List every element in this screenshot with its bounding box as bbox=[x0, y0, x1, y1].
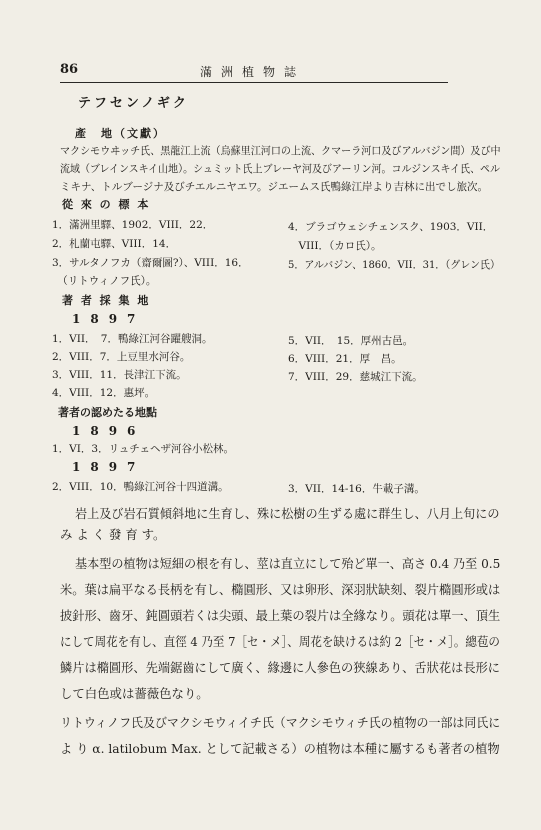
body-line: 鱗片は橢圓形、先端鋸齒にして廣く、緣邊に人參色の狹線あり、舌狀花は長形に bbox=[60, 660, 501, 675]
page-number: 86 bbox=[60, 62, 79, 77]
body-line: して白色或は薔薇色なり。 bbox=[60, 686, 209, 701]
body-line: 米。葉は扁平なる長柄を有し、橢圓形、又は卵形、深羽狀缺刻、裂片橢圓形或は bbox=[60, 582, 501, 597]
collection-item: 4．VIII．12．惠坪。 bbox=[52, 387, 156, 399]
locality-line: ミキナ、トルブージナ及びチエルニヤエワ。ジエームス氏鴨綠江岸より吉林に出でし旅次。 bbox=[60, 181, 488, 193]
specimen-item: 5．アルバジン、1860．VII．31．（グレン氏） bbox=[288, 259, 500, 271]
locality-heading: 產 地（文獻） bbox=[75, 127, 166, 140]
year-label: 1896 bbox=[72, 424, 146, 438]
section-title: テフセンノギク bbox=[78, 96, 189, 111]
observed-item: 2．VIII．10．鴨綠江河谷十四道溝。 bbox=[52, 481, 229, 493]
collection-heading: 著 者 採 集 地 bbox=[62, 294, 151, 307]
collection-item: 6．VIII．21．厚 昌。 bbox=[288, 353, 402, 365]
specimen-item: VIII．（カロ氏）。 bbox=[288, 240, 382, 252]
body-line: 岩上及び岩石質傾斜地に生育し、殊に松樹の生ずる處に群生し、八月上旬にの bbox=[75, 506, 500, 521]
collection-item: 5．VII． 15．厚州古邑。 bbox=[288, 335, 414, 347]
year-label: 1897 bbox=[72, 312, 146, 326]
body-line: にして周花を有し、直徑 4 乃至 7［セ・メ］、周花を缺けるは約 2［セ・メ］。總苞の bbox=[60, 634, 500, 649]
specimen-item: 1．滿洲里驛、1902．VIII．22． bbox=[52, 219, 214, 231]
locality-line: 流域（ブレインスキイ山地）。シュミット氏上ブレーヤ河及びアーリン河。コルジンスキイ氏、ペル bbox=[60, 163, 500, 175]
specimen-item: 2．札蘭屯驛、VIII．14． bbox=[52, 238, 177, 250]
collection-item: 3．VIII．11．長津江下流。 bbox=[52, 369, 187, 381]
year-label: 1897 bbox=[72, 460, 146, 474]
specimens-heading: 從 來 の 標 本 bbox=[62, 198, 151, 211]
observed-item: 1．VI．3．リュチェヘザ河谷小松林。 bbox=[52, 443, 234, 455]
observed-item: 3．VII．14-16．牛載子溝。 bbox=[288, 483, 425, 495]
collection-item: 7．VIII．29．慈城江下流。 bbox=[288, 371, 423, 383]
observed-heading: 著者の認めたる地點 bbox=[58, 406, 157, 419]
body-line: リトウィノフ氏及びマクシモウィイチ氏（マクシモウィチ氏の植物の一部は同氏に bbox=[60, 715, 501, 730]
collection-item: 1．VII． 7．鴨綠江河谷躍艘洞。 bbox=[52, 333, 213, 345]
specimen-item: 4．ブラゴウェシチェンスク、1903．VII． bbox=[288, 221, 494, 233]
body-line: 披針形、齒牙、鈍圓頭若くは尖頭、最上葉の裂片は全緣なり。頭花は單一、頂生 bbox=[60, 608, 501, 623]
body-line: よ り α. latilobum Max. として記載さる）の植物は本種に屬するも著者の植物 bbox=[60, 741, 500, 756]
specimen-item: （リトウィノフ氏）。 bbox=[52, 275, 157, 287]
body-line: 基本型の植物は短細の根を有し、莖は直立にして殆ど單一、高さ 0.4 乃至 0.5 bbox=[75, 556, 501, 571]
running-title: 滿洲植物誌 bbox=[200, 65, 306, 79]
header-rule bbox=[60, 82, 448, 83]
body-line: み よ く 發 育 す。 bbox=[60, 527, 166, 542]
collection-item: 2．VIII．7．上豆里水河谷。 bbox=[52, 351, 191, 363]
specimen-item: 3．サルタノフカ（齋爾圖?）、VIII．16． bbox=[52, 257, 249, 269]
locality-line: マクシモウヰッチ氏、黑龍江上流（烏蘇里江河口の上流、クマーラ河口及びアルバジン間）及び中 bbox=[60, 145, 501, 157]
